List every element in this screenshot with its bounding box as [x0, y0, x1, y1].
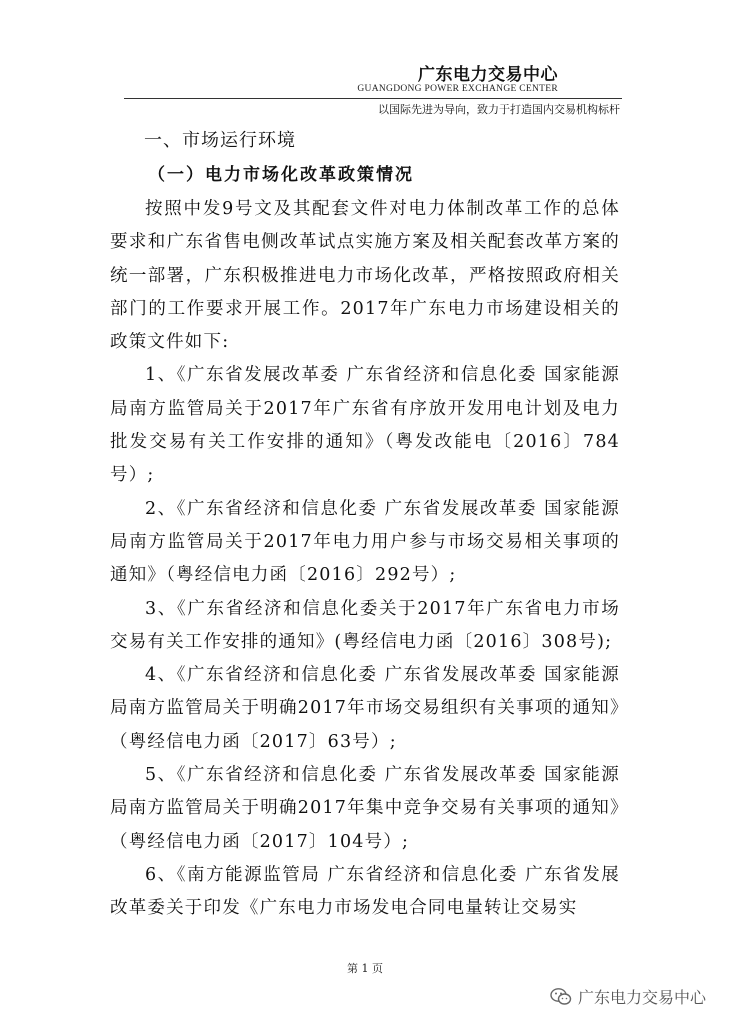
paragraph-item-6: 6、《南方能源监管局 广东省经济和信息化委 广东省发展改革委关于印发《广东电力市场发电合同电量转让交易实 — [110, 864, 620, 919]
paragraph-intro: 按照中发9号文及其配套文件对电力体制改革工作的总体要求和广东省售电侧改革试点实施方案及相关配套改革方案的统一部署，广东积极推进电力市场化改革，严格按照政府相关部门的工作要求开展工作。2017年广东电力市场建设相关的政策文件如下: — [110, 199, 620, 353]
page-number: 第 1 页 — [347, 962, 383, 975]
subsection-heading: （一）电力市场化改革政策情况 — [148, 165, 414, 185]
paragraph-item-3: 3、《广东省经济和信息化委关于2017年广东省电力市场交易有关工作安排的通知》(粤经信电力函〔2016〕308号); — [110, 598, 620, 652]
header-divider — [124, 98, 622, 99]
body-text — [110, 193, 620, 926]
header-slogan: 以国际先进为导向，致力于打造国内交易机构标杆 — [378, 103, 620, 116]
section-heading: 一、市场运行环境 — [144, 130, 296, 151]
watermark — [550, 985, 706, 1008]
paragraph-item-5: 5、《广东省经济和信息化委 广东省发展改革委 国家能源局南方监管局关于明确2017年集中竞争交易有关事项的通知》（粤经信电力函〔2017〕104号）; — [110, 765, 620, 852]
watermark-text: 广东电力交易中心 — [577, 988, 706, 1007]
paragraph-item-2: 2、《广东省经济和信息化委 广东省发展改革委 国家能源局南方监管局关于2017年电力用户参与市场交易相关事项的通知》（粤经信电力函〔2016〕292号）; — [110, 498, 620, 586]
header-org-name: 广东电力交易中心 — [418, 65, 558, 85]
paragraph-item-4: 4、《广东省经济和信息化委 广东省发展改革委 国家能源局南方监管局关于明确2017年市场交易组织有关事项的通知》（粤经信电力函〔2017〕63号）; — [110, 665, 620, 752]
paragraph-item-1: 1、《广东省发展改革委 广东省经济和信息化委 国家能源局南方监管局关于2017年广东省有序放开发用电计划及电力批发交易有关工作安排的通知》（粤发改能电〔2016〕784号）; — [110, 365, 620, 486]
header-org-name-en: GUANGDONG POWER EXCHANGE CENTER — [357, 84, 558, 94]
wechat-icon — [550, 987, 572, 1007]
